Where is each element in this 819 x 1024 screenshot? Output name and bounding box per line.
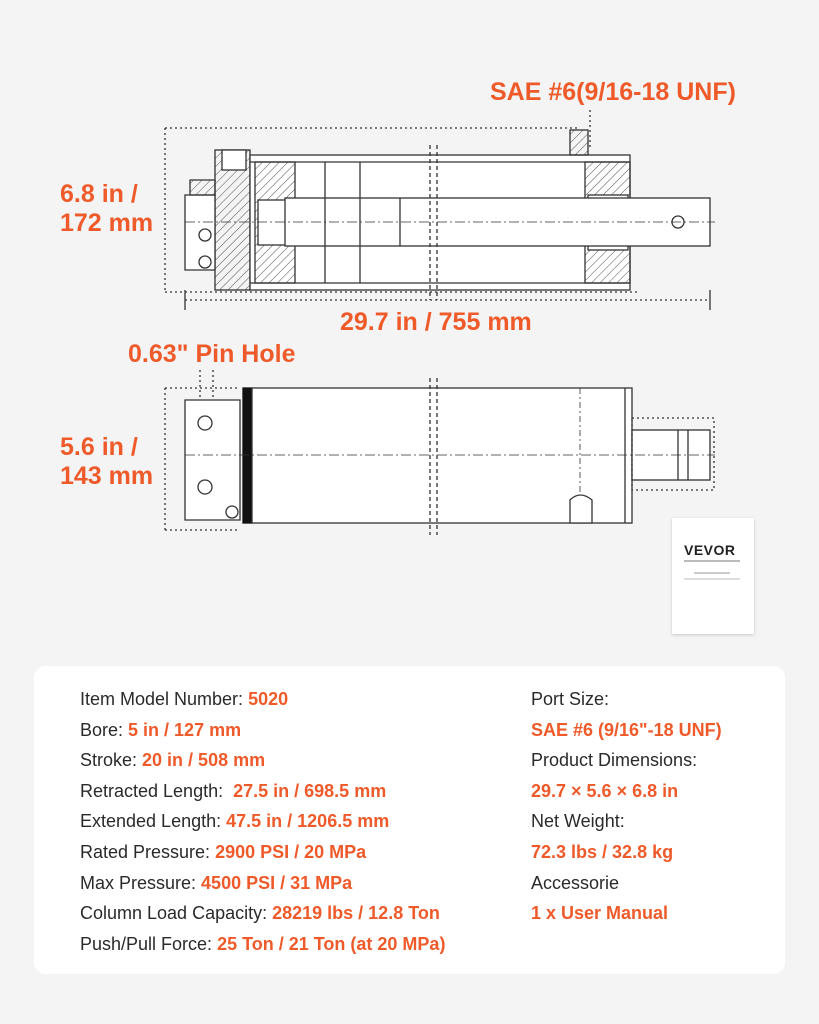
spec-column-right — [531, 684, 722, 929]
spec-value: 47.5 in / 1206.5 mm — [226, 811, 390, 832]
side-section-view — [165, 110, 715, 310]
spec-column-left — [80, 684, 445, 959]
spec-value-port-size: SAE #6 (9/16"-18 UNF) — [531, 719, 722, 740]
spec-card — [34, 666, 785, 974]
manual-brand-logo: VEVOR — [684, 542, 736, 558]
spec-label: Stroke: — [80, 750, 143, 771]
spec-label: Retracted Length: — [80, 780, 234, 801]
spec-row-retracted — [80, 776, 445, 807]
spec-label: Push/Pull Force: — [80, 933, 218, 954]
spec-label-port-size: Port Size: — [531, 689, 610, 709]
spec-row-column-load — [80, 898, 445, 929]
spec-value: 2900 PSI / 20 MPa — [215, 841, 367, 862]
port-size-callout: SAE #6(9/16-18 UNF) — [490, 78, 736, 106]
overall-length-label: 29.7 in / 755 mm — [340, 308, 532, 336]
spec-value: 20 in / 508 mm — [142, 750, 266, 771]
spec-value: 4500 PSI / 31 MPa — [201, 872, 353, 893]
spec-row-model — [80, 684, 445, 715]
spec-row-max-pressure — [80, 868, 445, 899]
pin-hole-label: 0.63" Pin Hole — [128, 340, 296, 368]
user-manual-image — [672, 518, 754, 634]
spec-row-extended — [80, 806, 445, 837]
spec-label: Rated Pressure: — [80, 841, 216, 862]
spec-label: Extended Length: — [80, 811, 227, 832]
manual-title-line — [694, 572, 730, 574]
spec-value: 25 Ton / 21 Ton (at 20 MPa) — [217, 933, 446, 954]
spec-label: Column Load Capacity: — [80, 903, 273, 924]
spec-label: Item Model Number: — [80, 689, 249, 709]
manual-subtitle-line — [684, 578, 740, 580]
spec-value: 5 in / 127 mm — [128, 719, 242, 740]
spec-value-accessory: 1 x User Manual — [531, 903, 669, 924]
spec-row-stroke — [80, 745, 445, 776]
spec-row-rated-pressure — [80, 837, 445, 868]
spec-label-dimensions: Product Dimensions: — [531, 750, 698, 771]
spec-value-weight: 72.3 lbs / 32.8 kg — [531, 841, 674, 862]
spec-label: Bore: — [80, 719, 129, 740]
top-height-label: 5.6 in / 143 mm — [60, 433, 154, 490]
side-height-label: 6.8 in / 172 mm — [60, 180, 154, 237]
spec-value: 5020 — [248, 689, 289, 709]
spec-row-bore — [80, 715, 445, 746]
spec-label-weight: Net Weight: — [531, 811, 625, 832]
spec-value: 27.5 in / 698.5 mm — [233, 780, 387, 801]
top-view — [165, 370, 715, 535]
spec-value-dimensions: 29.7 × 5.6 × 6.8 in — [531, 780, 679, 801]
spec-value: 28219 lbs / 12.8 Ton — [272, 903, 440, 924]
spec-row-force — [80, 929, 445, 960]
spec-label: Max Pressure: — [80, 872, 202, 893]
spec-label-accessory: Accessorie — [531, 872, 620, 893]
manual-tagline-line — [684, 560, 740, 562]
